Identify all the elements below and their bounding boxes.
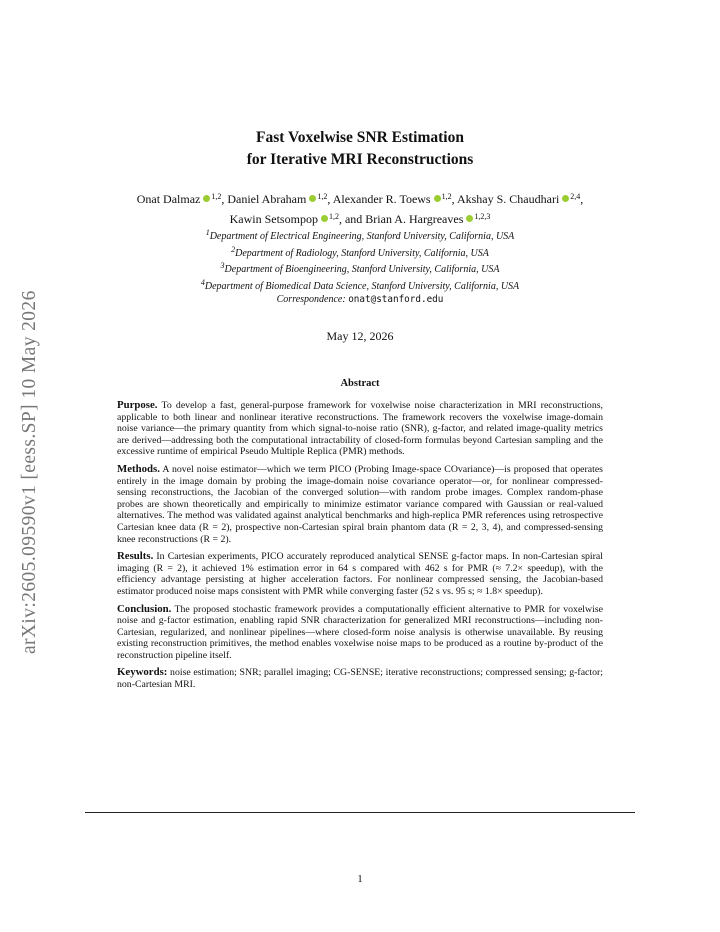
orcid-icon[interactable] — [434, 195, 441, 202]
abstract-results: Results. In Cartesian experiments, PICO accurately reproduced analytical SENSE g-factor maps. In non-Cartesian spiral imaging (R = 2), it achieved 1% estimation error in 64 s compared with 462 s for PMR (≈ 7.2× speedup), with the efficiency advantage persisting at higher acceleration factors. For nonlinear compressed sensing, the Jacobian-based estimator produced noise maps consistent with PMR while converging faster (52 s vs. 95 s; ≈ 1.8× speedup). — [117, 550, 603, 597]
author-name: Daniel Abraham — [227, 192, 307, 206]
author-name: Alexander R. Toews — [332, 192, 431, 206]
author-affil-sup: 2,4 — [570, 192, 581, 201]
author-list: Onat Dalmaz $^{1,2}$, Daniel Abraham $^{1,2}$, Alexander R. Toews $^{1,2}$, Akshay S. Chaudhari $^{2,4}$, Kawin Setsompop $^{1,2}$, and Brian A. Hargreaves $^{1,2,3}$ — [136, 192, 584, 226]
publication-date: May 12, 2026 — [326, 329, 394, 343]
author-affil-sup: 1,2 — [441, 192, 452, 201]
author-affil-sup: 1,2,3 — [474, 212, 491, 221]
orcid-icon[interactable] — [309, 195, 316, 202]
orcid-icon[interactable] — [321, 215, 328, 222]
affiliation: $^2$Department of Radiology, Stanford University, California, USA — [231, 244, 489, 259]
affiliation: $^3$Department of Bioengineering, Stanford University, California, USA — [220, 261, 500, 276]
abstract-methods: Methods. A novel noise estimator—which we term PICO (Probing Image-space COvariance)—is proposed that operates entirely in the image domain by probing the image-domain noise covariance operator—or, for nonlinear compressed-sensing reconstructions, the Jacobian of the converged solution—with random probe images. Complex random-phase probes are shown theoretically and empirically to minimize estimator variance compared with Gaussian or real-valued alternatives. The method was validated against analytical benchmarks and high-replica PMR references using retrospective Cartesian knee data (R = 2), prospective non-Cartesian spiral brain phantom data (R = 2, 3, 4), and compressed-sensing knee reconstructions (R = 2). — [117, 462, 603, 545]
orcid-icon[interactable] — [466, 215, 473, 222]
email-link[interactable]: onat@stanford.edu — [348, 293, 444, 305]
abstract-heading: Abstract — [340, 378, 380, 389]
paper-title-line-1: Fast Voxelwise SNR Estimation — [256, 129, 464, 146]
author-affil-sup: 1,2 — [328, 212, 339, 221]
author-name: Brian A. Hargreaves — [365, 212, 464, 226]
abstract-keywords: Keywords: noise estimation; SNR; parallel imaging; CG-SENSE; iterative reconstructions; compressed sensing; g-factor; non-Cartesian MRI. — [117, 666, 603, 691]
arxiv-identifier: arXiv:2605.09590v1 [eess.SP] 10 May 2026 — [19, 290, 40, 654]
affiliation: $^1$Department of Electrical Engineering, Stanford University, California, USA — [205, 228, 515, 242]
abstract-conclusion: Conclusion. The proposed stochastic framework provides a computationally efficient alternative to PMR for voxelwise noise and g-factor estimation, enabling rapid SNR characterization for generalized MRI reconstructions—including non-Cartesian, regularized, and nonlinear pipelines—where closed-form noise analysis is otherwise unavailable. By reusing existing reconstruction primitives, the method enables voxelwise noise maps to be produced as a routine by-product of the reconstruction pipeline itself. — [117, 602, 603, 661]
author-name: Kawin Setsompop — [229, 212, 318, 226]
orcid-icon[interactable] — [203, 195, 210, 202]
affiliation: $^4$Department of Biomedical Data Science, Stanford University, California, USA — [200, 278, 520, 293]
page-number: 1 — [357, 873, 363, 885]
paper-title-line-2: for Iterative MRI Reconstructions — [246, 151, 474, 168]
author-affil-sup: 1,2 — [211, 192, 222, 201]
author-affil-sup: 1,2 — [317, 192, 328, 201]
abstract-purpose: Purpose. To develop a fast, general-purpose framework for voxelwise noise characterization in MRI reconstructions, applicable to both linear and nonlinear iterative reconstructions. The framework recovers the voxelwise image-domain noise variance—the primary quantity from which signal-to-noise ratio (SNR), g-factor, and related image-quality metrics are derived—addressing both the computational intractability of closed-form formulas beyond Cartesian sampling and the excessive runtime of empirical Pseudo Multiple Replica (PMR) methods. — [117, 399, 603, 458]
abstract-body — [117, 400, 603, 697]
affiliations — [80, 227, 640, 307]
author-name: Akshay S. Chaudhari — [456, 192, 560, 206]
author-name: Onat Dalmaz — [136, 192, 201, 206]
orcid-icon[interactable] — [562, 195, 569, 202]
footer-rule — [85, 812, 635, 813]
correspondence: Correspondence: onat@stanford.edu — [276, 293, 444, 305]
